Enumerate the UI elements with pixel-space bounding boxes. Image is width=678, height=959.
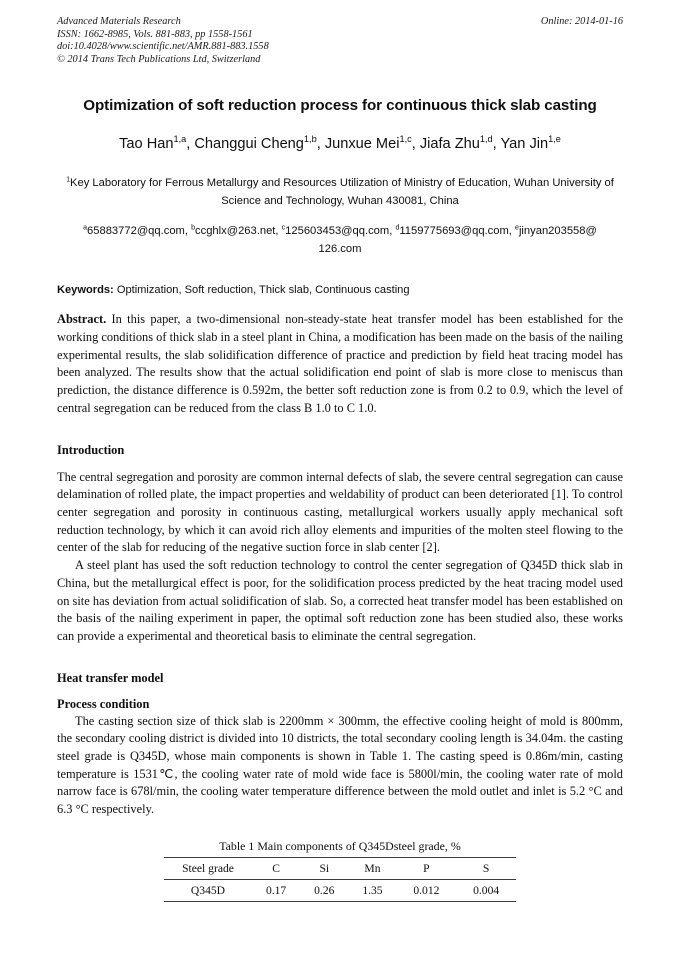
email-address[interactable]: jinyan203558@ 126.com (318, 225, 597, 255)
abstract-text: In this paper, a two-dimensional non-steady-state heat transfer model has been established for the working conditions of thick slab in a steel plant in China, a modification has been made on the basis of the nailing experimental results, the slab solidification difference of practice and prediction by field heat tracing model has been analyzed. The results show that the actual solidification end point of slab is more close to meniscus than prediction, the distance difference is 0.592m, the better soft reduction zone is from 0.2 to 0.9, which the level of central segregation can be reduced from the class B 1.0 to C 1.0. (57, 312, 623, 415)
table-cell: 0.17 (252, 879, 300, 901)
author-entry (194, 136, 316, 152)
affiliation-marker: 1 (66, 176, 71, 184)
email-marker: e (515, 224, 519, 232)
affiliation-text: Key Laboratory for Ferrous Metallurgy and Resources Utilization of Ministry of Education, Wuhan University of Science and Technology, Wuhan 430081, China (70, 177, 614, 207)
email-marker: d (395, 224, 400, 232)
table1-caption: Table 1 Main components of Q345Dsteel grade, % (219, 838, 461, 853)
page-content (57, 16, 623, 902)
journal-name: Advanced Materials Research (57, 16, 181, 27)
journal-header (57, 16, 623, 66)
issn-line: ISSN: 1662-8985, Vols. 881-883, pp 1558-1561 (57, 28, 253, 40)
table1-wrapper (57, 839, 623, 902)
email-address[interactable]: 125603453@qq.com (285, 225, 390, 238)
author-affiliation-marker: 1,a (173, 134, 187, 145)
email-entry[interactable] (282, 225, 390, 237)
abstract-label: Abstract. (57, 312, 107, 327)
table-column-header: Mn (348, 857, 396, 879)
email-address[interactable]: ccghlx@263.net (195, 225, 276, 238)
email-address[interactable]: 65883772@qq.com (87, 225, 185, 238)
table-column-header: P (397, 857, 457, 879)
author-entry (119, 136, 186, 152)
affiliation (57, 175, 623, 210)
author-entry (501, 136, 561, 152)
table-header-row (164, 857, 516, 879)
heading-introduction: Introduction (57, 442, 125, 457)
email-entry[interactable] (191, 225, 275, 237)
abstract-block (57, 311, 623, 417)
table-column-header: Si (300, 857, 348, 879)
email-marker: c (281, 224, 286, 232)
email-entry[interactable] (83, 225, 185, 237)
table-column-header: S (456, 857, 516, 879)
email-marker: b (191, 224, 196, 232)
email-address[interactable]: 1159775693@qq.com (399, 225, 509, 238)
copyright-line: © 2014 Trans Tech Publications Ltd, Switzerland (57, 53, 261, 65)
author-name: Junxue Mei (324, 136, 400, 153)
doi-line: doi:10.4028/www.scientific.net/AMR.881-883.1558 (57, 41, 269, 53)
table-row (164, 879, 516, 901)
table-column-header: C (252, 857, 300, 879)
author-name: Jiafa Zhu (419, 136, 480, 153)
author-name: Tao Han (119, 136, 174, 153)
keywords-line (57, 283, 623, 298)
email-list: $^a$65883772@qq.com, $^b$ccghlx@263.net, $^c$125603453@qq.com, $^d$1159775693@qq.com, $^e$jinyan203558@ 126.com (83, 224, 597, 255)
keywords-value: Optimization, Soft reduction, Thick slab, Continuous casting (116, 284, 410, 297)
email-marker: a (83, 224, 88, 232)
table-cell: 0.004 (456, 879, 516, 901)
paper-title: Optimization of soft reduction process for continuous thick slab casting (83, 97, 597, 115)
table1-body (164, 879, 516, 901)
online-date: Online: 2014-01-16 (540, 16, 623, 27)
keywords-label: Keywords: (57, 284, 114, 297)
author-affiliation-marker: 1,e (548, 134, 561, 145)
table-cell: Q345D (164, 879, 252, 901)
table1-main-components (164, 839, 516, 902)
table-cell: 0.26 (300, 879, 348, 901)
author-entry (420, 136, 493, 152)
heading-heat-transfer-model: Heat transfer model (57, 670, 164, 685)
heading-process-condition: Process condition (57, 696, 150, 711)
author-name: Changgui Cheng (194, 136, 304, 153)
author-list: Tao Han$^{1,a}$, Changgui Cheng$^{1,b}$, Junxue Mei$^{1,c}$, Jiafa Zhu$^{1,d}$, Yan Jin$^{1,e}$ (119, 134, 561, 153)
author-affiliation-marker: 1,d (479, 134, 493, 145)
author-affiliation-marker: 1,b (303, 134, 317, 145)
table-cell: 1.35 (348, 879, 396, 901)
author-entry (325, 136, 412, 152)
introduction-paragraph-1: The central segregation and porosity are common internal defects of slab, the severe central segregation can cause delamination of rolled plate, the impact properties and weldability of product can been deteriorated [1]. To control center segregation and porosity in continuous casting, metallurgical workers usually apply mechanical soft reduction technology, by which it can avoid rich alloy elements and impurities of the molten steel flowing to the center of the slab for reducing of the negative suction force in slab center [2]. (57, 469, 623, 555)
table1-head (164, 857, 516, 879)
table-column-header: Steel grade (164, 857, 252, 879)
email-entry[interactable] (395, 225, 508, 237)
introduction-paragraph-2: A steel plant has used the soft reduction technology to control the center segregation of Q345D thick slab in China, but the metallurgical effect is poor, for the solidification process predicted by the heat tracing model used on site has deviation from actual solidification of slab. So, a corrected heat transfer model has been established on the basis of the nailing experiment in paper, the optimal soft reduction zone has been studied also, these works can provide a experimental and theoretical basis to eliminate the central segregation. (57, 558, 623, 643)
author-affiliation-marker: 1,c (399, 134, 412, 145)
table-cell: 0.012 (397, 879, 457, 901)
process-condition-paragraph-1: The casting section size of thick slab is 2200mm × 300mm, the effective cooling height of mold is 800mm, the secondary cooling district is divided into 10 districts, the total secondary cooling length is 34.04m. the casting steel grade is Q345D, whose main components is shown in Table 1. The casting speed is 0.86m/min, casting temperature is 1531℃, the cooling water rate of mold wide face is 5800l/min, the cooling water rate of mold narrow face is 678l/min, the cooling water temperature difference between the mold outlet and inlet is 5.2 °C and 6.3 °C respectively. (57, 713, 623, 817)
author-name: Yan Jin (500, 136, 549, 153)
